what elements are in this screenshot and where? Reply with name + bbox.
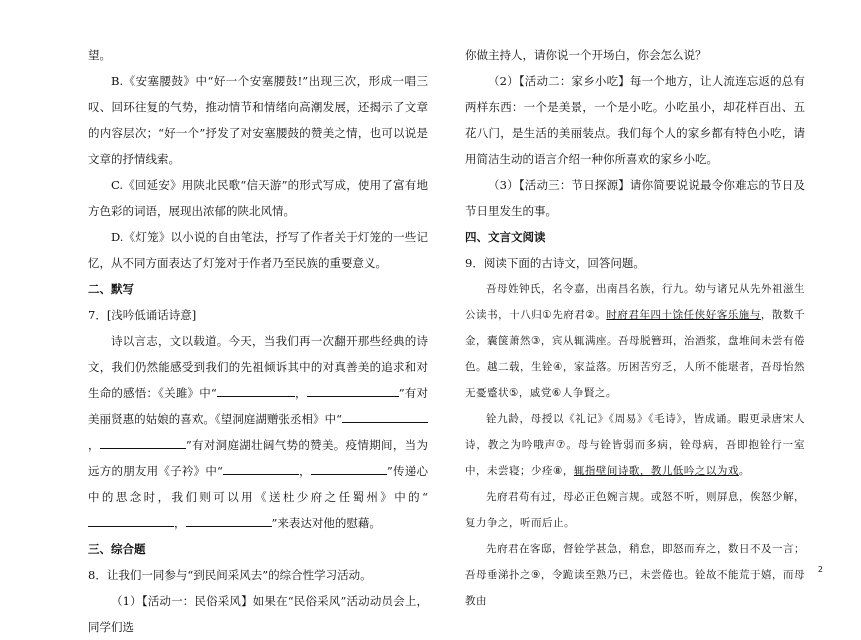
q7-comma: ， xyxy=(88,438,100,452)
q7-comma: ， xyxy=(294,386,307,400)
answer-blank[interactable] xyxy=(223,460,299,475)
section-heading-comprehensive: 三、综合题 xyxy=(88,542,146,556)
answer-blank[interactable] xyxy=(311,460,387,475)
classical-text: ，散数千金，囊箧萧然③，宾从辄满座。吾母脱簪珥，治酒浆，盘堆间未尝有倦色。越二载，生铨④，家益落。历困苦穷乏，人所不能堪者，吾母怡然无憂蹙状⑤，戚党⑥人争賢之。 xyxy=(465,309,806,399)
option-b: B.《安塞腰鼓》中“好一个安塞腰鼓!”出现三次，形成一唱三叹、回环往复的气势，推动情节和情绪向高潮发展，还揭示了文章的内容层次；“好一个”抒发了对安塞腰鼓的赞美之情，也可以说是文章的抒情线索。 xyxy=(88,74,428,166)
q7-comma: ， xyxy=(298,464,311,478)
question-8-part-1: （1）【活动一：民俗采风】如果在“民俗采风”活动动员会上，同学们选 xyxy=(88,594,428,634)
answer-blank[interactable] xyxy=(88,512,174,527)
answer-blank[interactable] xyxy=(342,408,428,423)
section-heading-dictation: 二、默写 xyxy=(88,282,134,296)
underlined-sentence: 辄指壁间诗歌，教儿低吟之以为戏 xyxy=(573,465,739,477)
question-8-part-3: （3）【活动三：节日探源】请你简要说说最令你难忘的节日及节日里发生的事。 xyxy=(465,178,805,218)
question-9-title: 9．阅读下面的古诗文，回答问题。 xyxy=(465,256,645,270)
q7-text-2: ”有对美丽贤惠的姑娘的喜欢。《望洞庭湖赠张丞相》中“ xyxy=(88,386,428,426)
q7-text-1: 诗以言志，文以载道。今天，当我们再一次翻开那些经典的诗文，我们仍然能感受到我们的先祖倾诉其中的对真善美的追求和对生命的感悟：《关雎》中“ xyxy=(88,334,428,400)
classical-paragraph-1 xyxy=(465,276,805,406)
left-column xyxy=(88,42,428,640)
classical-paragraph-4: 先府君在客邸，督铨学甚急，稍怠，即怒而弃之，数日不及一言；吾母垂涕扑之⑨，令跪读至熟乃已，未尝倦也。铨故不能荒于嬉，而母教由 xyxy=(465,543,805,607)
answer-blank[interactable] xyxy=(217,382,295,397)
section-heading-classical: 四、文言文阅读 xyxy=(465,230,546,244)
answer-blank[interactable] xyxy=(186,512,272,527)
q7-comma: ， xyxy=(174,516,186,530)
right-column xyxy=(465,42,805,614)
classical-text: 铨九龄，母授以《礼记》《周易》《毛诗》，皆成诵。暇更录唐宋人诗，教之为吟哦声⑦。母与铨皆弱而多病，铨母病，吾即抱铨行一室中，未尝寝；少痊⑧， xyxy=(465,413,805,477)
q7-text-4: ”传递心中的思念时，我们则可以用《送杜少府之任蜀州》中的“ xyxy=(88,464,428,504)
q7-text-5: ”来表达对他的慰藉。 xyxy=(271,516,381,530)
q7-text-3: ”有对洞庭湖壮阔气势的赞美。疫情期间，当为远方的朋友用《子衿》中“ xyxy=(88,438,428,478)
page-number: 2 xyxy=(817,565,823,574)
text-line: 你做主持人，请你说一个开场白，你会怎么说？ xyxy=(465,48,707,62)
option-d: D.《灯笼》以小说的自由笔法，抒写了作者关于灯笼的一些记忆，从不同方面表达了灯笼对于作者乃至民族的重要意义。 xyxy=(88,230,428,270)
underlined-sentence: 时府君年四十馀任侠好客乐施与 xyxy=(606,309,761,321)
question-8-title: 8．让我们一同参与“到民间采风去”的综合性学习活动。 xyxy=(88,568,372,582)
question-7-body xyxy=(88,328,428,536)
question-7-title: 7．[浅吟低诵话诗意] xyxy=(88,308,197,322)
classical-text: 吾母姓钟氏，名令嘉，出南昌名族，行九。幼与诸兄从先外祖滋生公读书，十八归①先府君②。 xyxy=(465,283,805,321)
question-8-part-2: （2）【活动二：家乡小吃】每一个地方，让人流连忘返的总有两样东西：一个是美景，一个是小吃。小吃虽小，却花样百出、五花八门，是生活的美丽装点。我们每个人的家乡都有特色小吃，请用简洁生动的语言介绍一种你所喜欢的家乡小吃。 xyxy=(465,74,805,166)
text-line: 望。 xyxy=(88,48,111,62)
answer-blank[interactable] xyxy=(307,382,399,397)
option-c: C.《回延安》用陕北民歌“信天游”的形式写成，使用了富有地方色彩的词语，展现出浓郁的陕北风情。 xyxy=(88,178,428,218)
classical-paragraph-3: 先府君苟有过，母必正色婉言规。或怒不听，则屏息，俟怒少解，复力争之，听而后止。 xyxy=(465,491,805,529)
classical-paragraph-2 xyxy=(465,406,805,484)
answer-blank[interactable] xyxy=(100,434,186,449)
classical-text: 。 xyxy=(738,465,750,477)
